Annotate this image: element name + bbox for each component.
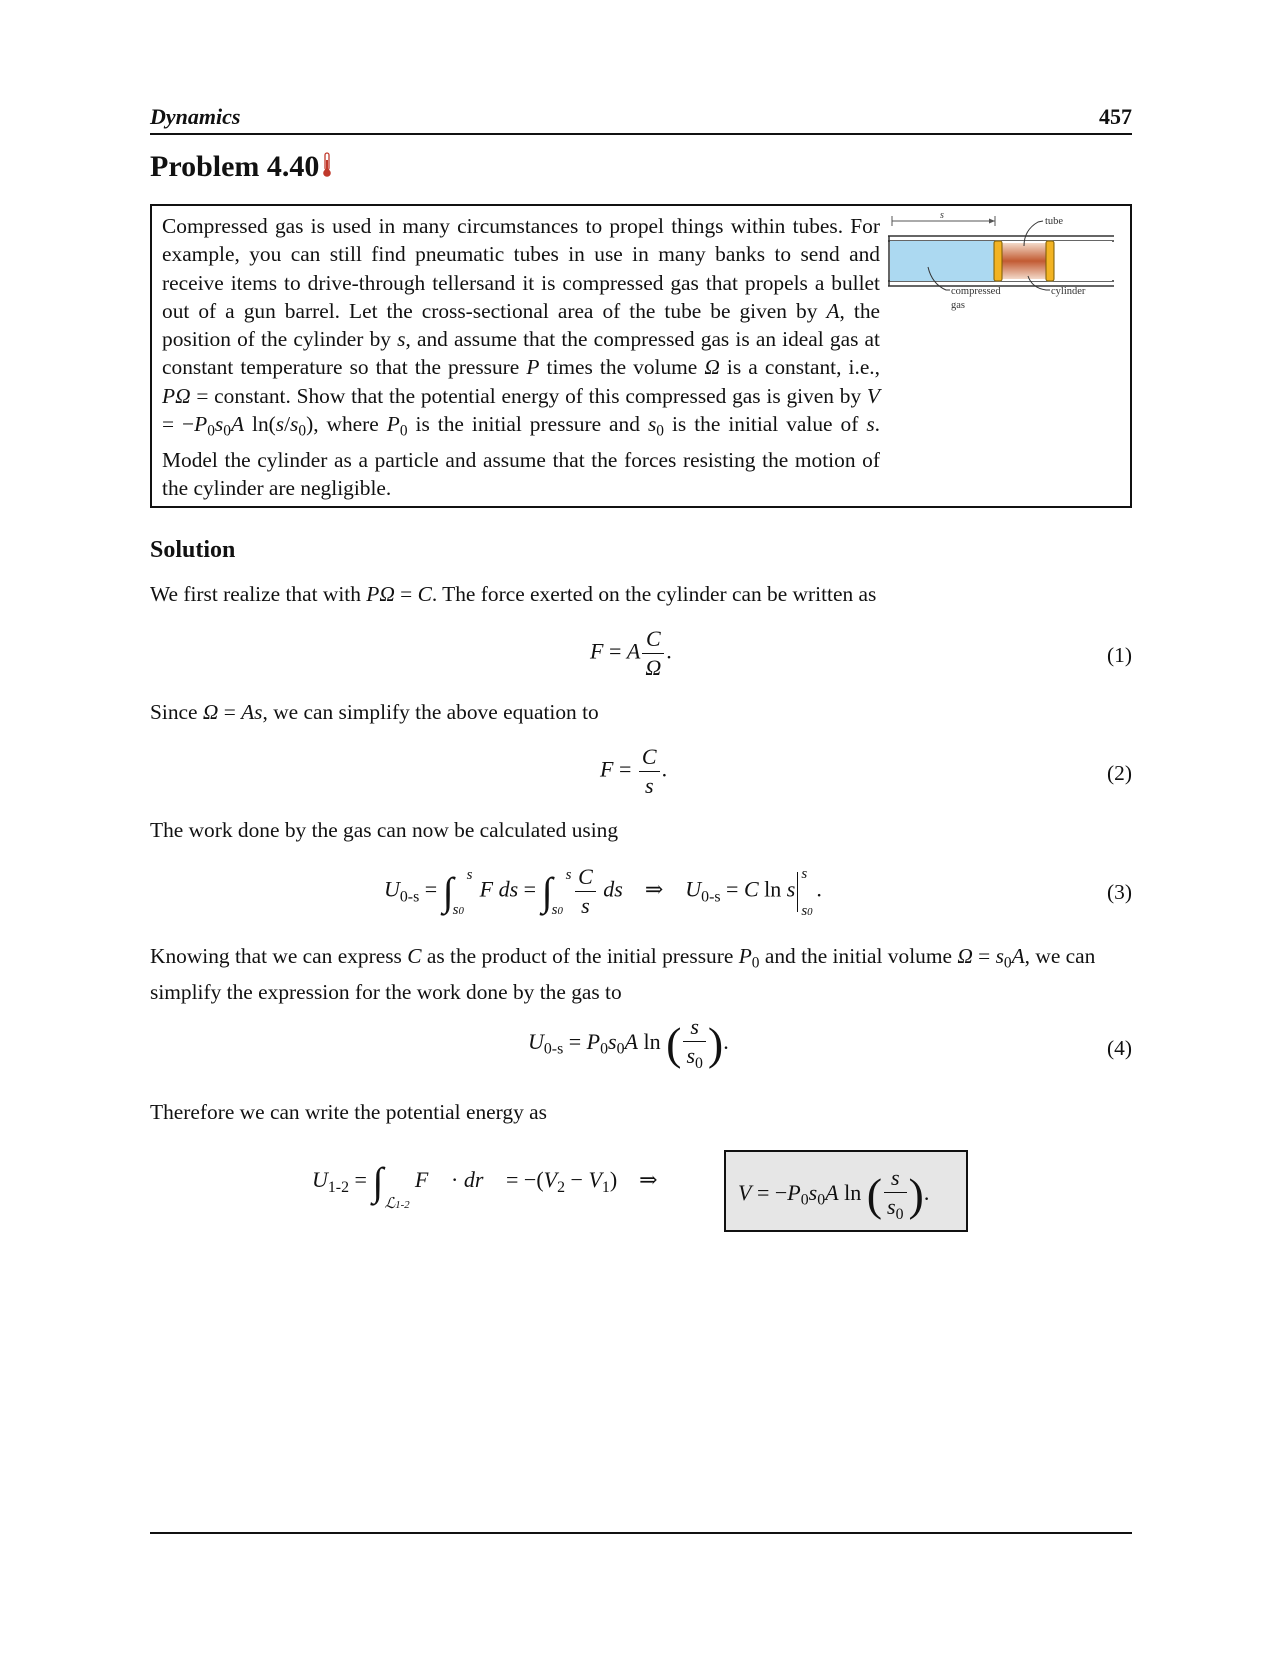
problem-title-text: Problem 4.40 [150,150,320,183]
footer-rule [150,1532,1132,1534]
equation-1: F = A $\frac{C}{\Omega}$ . [590,626,672,680]
equation-5: $U_{1-2}$ = ∫ ℒ1-2 F⃗ · dr⃗ = $-(V_2 - V_1)$ ⇒ [312,1159,658,1212]
problem-title [150,150,333,186]
problem-statement: Compressed gas is used in many circumstances to propel things within tubes. For example, you can still find pneumatic tubes in use in many banks to send and receive items to drive-through tellersand it is compressed gas that propels a bullet out of a gun barrel. Let the cross-sectional area of the tube be given by A, the position of the cylinder by s, and assume that the compressed gas is an ideal gas at constant temperature so that the pressure P times the volume Ω is a constant, i.e., PΩ = constant. Show that the potential energy of this compressed gas is given by $V = -P_0s_0A$ $\ln(s/s_0)$, where $P_0$ is the initial pressure and $s_0$ is the initial value of s. Model the cylinder as a particle and assume that the forces resisting the motion of the cylinder are negligible. [162,214,881,501]
solution-paragraph-2: Since Ω = As, we can simplify the above equation to [150,700,599,724]
page-number: 457 [1099,104,1132,129]
answer-equation: $V = -P_0s_0A$ ln ( $\frac{s}{s_0}$ ). [738,1165,930,1223]
tube-figure [888,210,1118,325]
solution-paragraph-3: The work done by the gas can now be calculated using [150,818,619,842]
figure-label-tube: tube [1045,216,1064,227]
solution-paragraph-4: Knowing that we can express C as the product of the initial pressure $P_0$ and the initial volume $\Omega = s_0A$, we can simplify the expression for the work done by the gas to [150,944,1096,1004]
header-rule [150,133,1132,135]
running-header-section: Dynamics [150,104,241,129]
equation-number-1: (1) [1107,643,1132,667]
equation-number-2: (2) [1107,761,1132,785]
equation-number-3: (3) [1107,880,1132,904]
equation-number-4: (4) [1107,1036,1132,1060]
solution-paragraph-1: We first realize that with PΩ = C. The force exerted on the cylinder can be written as [150,582,877,606]
figure-label-s: s [940,210,944,221]
equation-4: $U_{0-s} = P_0s_0A$ ln ( $\frac{s}{s_0}$ ). [528,1014,729,1072]
equation-3: $U_{0-s}$ = ∫ s s0 F ds = ∫ s s0 $\frac{C}{s}$ ds ⇒ $U_{0-s} = C$ ln s s s0 . [384,864,822,919]
figure-label-gas: gas [951,300,965,311]
equation-2: F = $\frac{C}{s}$ . [600,744,668,798]
solution-heading: Solution [150,537,236,563]
figure-label-compressed: compressed [951,286,1001,297]
figure-label-cylinder: cylinder [1051,286,1086,297]
solution-paragraph-5: Therefore we can write the potential energy as [150,1100,547,1124]
thermometer-icon [321,152,333,186]
